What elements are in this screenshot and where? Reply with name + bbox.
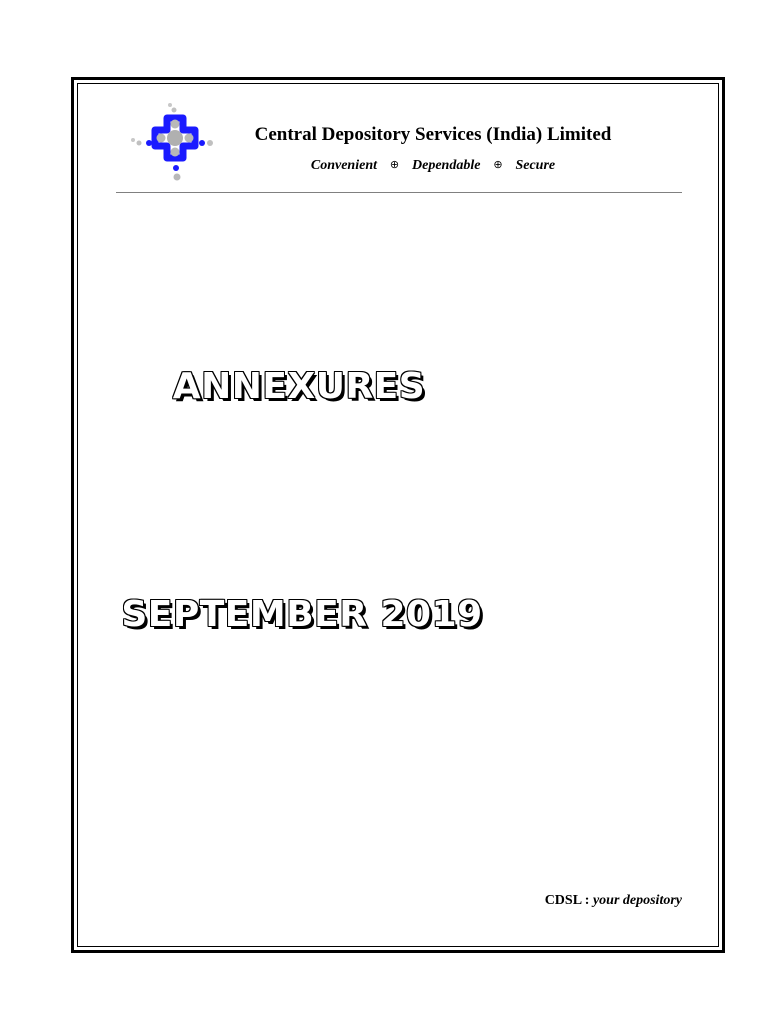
circle-plus-icon: ⊕	[493, 159, 503, 171]
tagline-word: Convenient	[310, 158, 377, 173]
page-border-inner	[77, 83, 719, 947]
header-divider	[116, 192, 682, 193]
organization-name: Central Depository Services (India) Limited	[254, 124, 612, 145]
tagline-word: Secure	[515, 158, 556, 173]
tagline	[228, 158, 638, 174]
document-title: ANNEXURES	[172, 366, 426, 407]
footer-colon: :	[581, 893, 593, 908]
document-date: SEPTEMBER 2019	[121, 594, 483, 635]
circle-plus-icon: ⊕	[389, 159, 400, 171]
footer-tagline: your depository	[592, 893, 682, 908]
footer-brand: CDSL	[544, 893, 582, 908]
footer-slogan	[420, 893, 682, 909]
cdsl-logo-icon	[130, 102, 222, 184]
tagline-word: Dependable	[412, 158, 481, 173]
